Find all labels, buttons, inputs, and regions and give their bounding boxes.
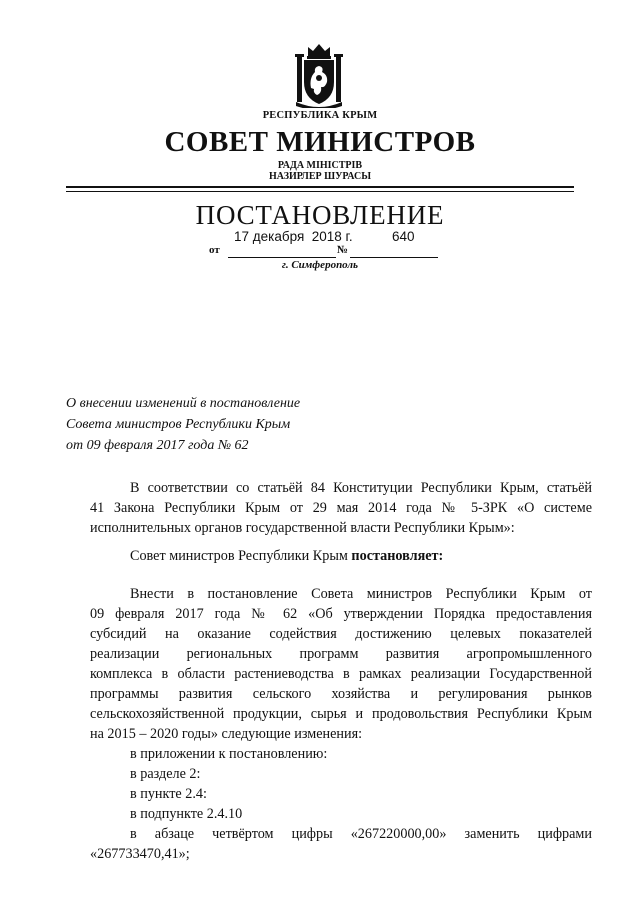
body-line: «267733470,41»; (90, 846, 190, 862)
body-line: субсидий на оказание содействия достижению целевых показателей (90, 626, 592, 642)
header-rule-thick (66, 186, 574, 188)
date-underline (228, 257, 336, 258)
header-rule-thin (66, 191, 574, 192)
date-prefix: от (209, 244, 220, 256)
decision-line (130, 546, 443, 566)
council-name-ukrainian: РАДА МІНІСТРІВ (277, 160, 363, 171)
body-line: в разделе 2: (130, 766, 201, 782)
body-line: Внести в постановление Совета министров Республики Крым от (130, 586, 592, 602)
number-sign: № (337, 244, 349, 256)
body-line: в подпункте 2.4.10 (130, 806, 243, 822)
decision-verb: постановляет: (351, 548, 444, 564)
subject-line: О внесении изменений в постановление (66, 396, 301, 411)
body-line: на 2015 – 2020 годы» следующие изменения: (90, 726, 363, 742)
council-title: СОВЕТ МИНИСТРОВ (164, 126, 476, 158)
republic-name: РЕСПУБЛИКА КРЫМ (262, 110, 378, 121)
body-line: сельскохозяйственной продукции, сырья и продовольствия Республики Крым (90, 706, 592, 722)
body-line: программы развития сельского хозяйства и регулирования рынков (90, 686, 592, 702)
preamble-line: 41 Закона Республики Крым от 29 мая 2014 года № 5-ЗРК «О системе (90, 500, 592, 516)
body-line: в приложении к постановлению: (130, 746, 328, 762)
subject-line: от 09 февраля 2017 года № 62 (66, 438, 249, 453)
preamble-line: В соответствии со статьёй 84 Конституции Республики Крым, статьёй (130, 480, 592, 496)
council-name-crimean-tatar: НАЗИРЛЕР ШУРАСЫ (268, 171, 372, 182)
decision-subject: Совет министров Республики Крым (130, 548, 352, 564)
body-line: 09 февраля 2017 года № 62 «Об утверждении Порядка предоставления (90, 606, 592, 622)
subject-line: Совета министров Республики Крым (66, 417, 291, 432)
document-type: ПОСТАНОВЛЕНИЕ (195, 200, 445, 230)
preamble-line: исполнительных органов государственной власти Республики Крым»: (90, 520, 515, 536)
body-line: комплекса в области растениеводства в рамках реализации Государственной (90, 666, 592, 682)
number-underline (350, 257, 438, 258)
crimea-coat-of-arms-icon (294, 42, 344, 108)
document-number: 640 (392, 229, 415, 244)
document-date: 17 декабря 2018 г. (234, 229, 353, 244)
body-line: в абзаце четвёртом цифры «267220000,00» заменить цифрами (130, 826, 592, 842)
document-city: г. Симферополь (281, 259, 359, 271)
body-line: реализации региональных программ развития агропромышленного (90, 646, 592, 662)
body-line: в пункте 2.4: (130, 786, 207, 802)
